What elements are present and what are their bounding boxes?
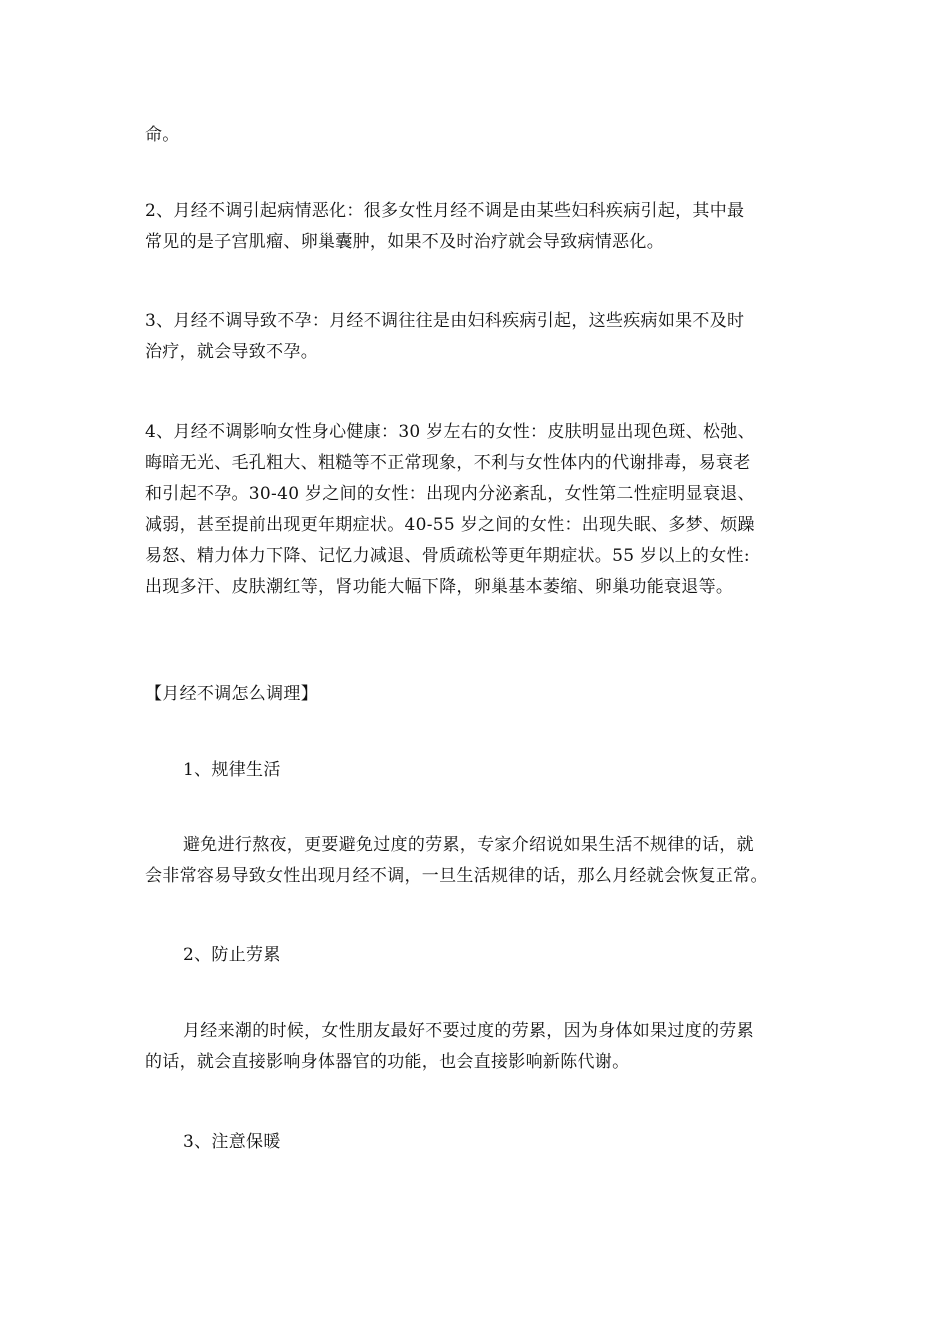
paragraph-regular-life bbox=[145, 830, 805, 892]
paragraph-continuation bbox=[145, 120, 805, 151]
subheading-text: 1、规律生活 bbox=[183, 760, 281, 780]
text-line: 3、月经不调导致不孕：月经不调往往是由妇科疾病引起，这些疾病如果不及时 bbox=[145, 311, 745, 331]
text-line: 常见的是子宫肌瘤、卵巢囊肿，如果不及时治疗就会导致病情恶化。 bbox=[145, 232, 664, 252]
text-line: 会非常容易导致女性出现月经不调，一旦生活规律的话，那么月经就会恢复正常。 bbox=[145, 866, 768, 886]
paragraph-item-2 bbox=[145, 196, 805, 258]
text-line: 2、月经不调引起病情恶化：很多女性月经不调是由某些妇科疾病引起，其中最 bbox=[145, 201, 745, 221]
text-line: 命。 bbox=[145, 125, 180, 145]
subheading-1 bbox=[145, 755, 805, 786]
text-line: 易怒、精力体力下降、记忆力减退、骨质疏松等更年期症状。55 岁以上的女性: bbox=[145, 546, 750, 566]
text-line: 减弱，甚至提前出现更年期症状。40-55 岁之间的女性：出现失眠、多梦、烦躁 bbox=[145, 515, 755, 535]
paragraph-item-4 bbox=[145, 417, 805, 603]
text-line: 和引起不孕。30-40 岁之间的女性：出现内分泌紊乱，女性第二性症明显衰退、 bbox=[145, 484, 755, 504]
text-line: 晦暗无光、毛孔粗大、粗糙等不正常现象，不利与女性体内的代谢排毒，易衰老 bbox=[145, 453, 751, 473]
subheading-2 bbox=[145, 940, 805, 971]
text-line: 的话，就会直接影响身体器官的功能，也会直接影响新陈代谢。 bbox=[145, 1052, 630, 1072]
text-line: 4、月经不调影响女性身心健康：30 岁左右的女性：皮肤明显出现色斑、松弛、 bbox=[145, 422, 755, 442]
subheading-text: 3、注意保暖 bbox=[183, 1132, 281, 1152]
text-line: 治疗，就会导致不孕。 bbox=[145, 342, 318, 362]
subheading-3 bbox=[145, 1127, 805, 1158]
text-line: 月经来潮的时候，女性朋友最好不要过度的劳累，因为身体如果过度的劳累 bbox=[183, 1021, 754, 1041]
section-heading-text: 【月经不调怎么调理】 bbox=[145, 684, 318, 704]
text-line: 出现多汗、皮肤潮红等，肾功能大幅下降，卵巢基本萎缩、卵巢功能衰退等。 bbox=[145, 577, 734, 597]
paragraph-avoid-fatigue bbox=[145, 1016, 805, 1078]
text-line: 避免进行熬夜，更要避免过度的劳累，专家介绍说如果生活不规律的话，就 bbox=[183, 835, 754, 855]
section-heading bbox=[145, 679, 805, 710]
paragraph-item-3 bbox=[145, 306, 805, 368]
subheading-text: 2、防止劳累 bbox=[183, 945, 281, 965]
